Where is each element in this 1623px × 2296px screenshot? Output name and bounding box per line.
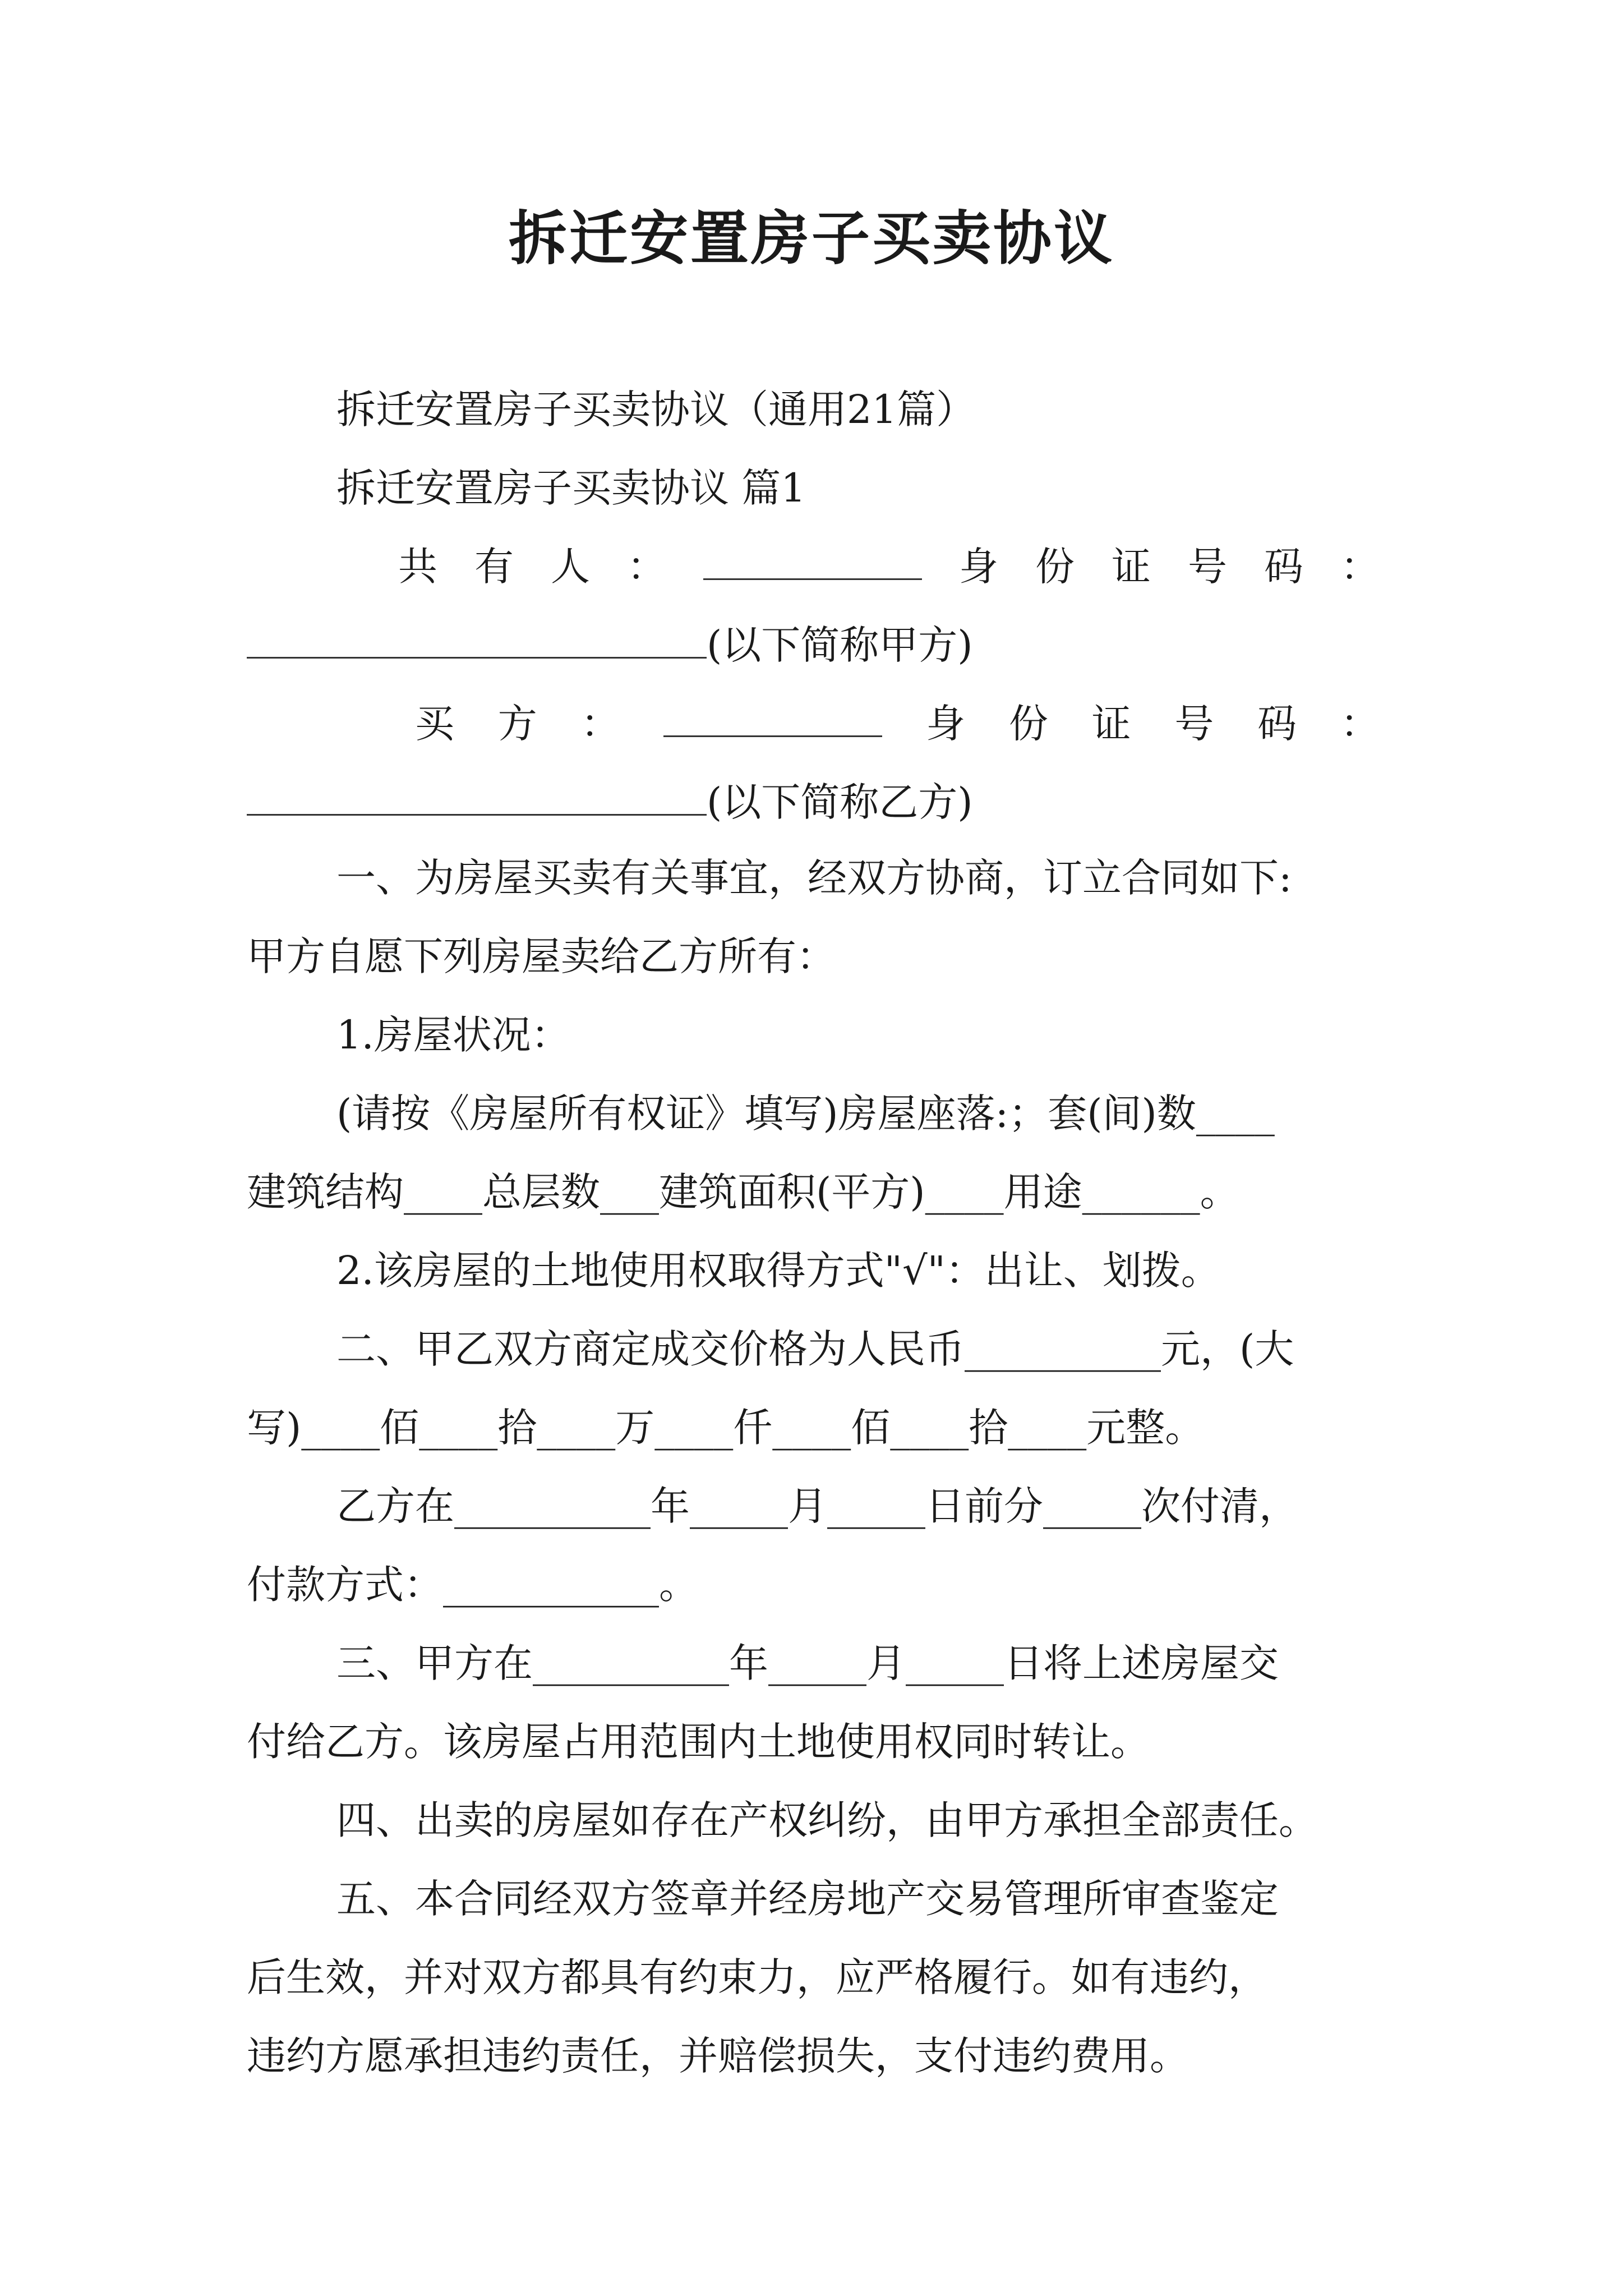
party-b-char: ： bbox=[1340, 701, 1380, 747]
clause-1-1-line-2: 建筑结构____总层数___建筑面积(平方)____用途______。 bbox=[247, 1169, 1239, 1215]
clause-1-2: 2.该房屋的土地使用权取得方式"√"：出让、划拨。 bbox=[336, 1248, 1220, 1294]
party-b-char: 码 bbox=[1257, 701, 1297, 747]
party-a-name-blank bbox=[703, 545, 922, 580]
party-a-char: 号 bbox=[1188, 544, 1227, 590]
party-b-char: 方 bbox=[497, 701, 537, 747]
clause-1-1: 1.房屋状况： bbox=[336, 1012, 570, 1058]
party-a-suffix: (以下简称甲方) bbox=[707, 622, 973, 668]
party-b-char: 号 bbox=[1174, 701, 1214, 747]
party-a-char: ： bbox=[627, 544, 666, 590]
party-a-char: 共 bbox=[398, 544, 437, 590]
party-b-char: 份 bbox=[1008, 701, 1048, 747]
party-a-id-blank bbox=[247, 623, 707, 659]
payment-line-2: 付款方式：___________。 bbox=[247, 1562, 698, 1608]
party-a-char: 有 bbox=[474, 544, 514, 590]
clause-5-line-2: 后生效，并对双方都具有约束力，应严格履行。如有违约， bbox=[247, 1954, 1267, 2000]
section-heading: 拆迁安置房子买卖协议 篇1 bbox=[336, 465, 806, 511]
clause-4: 四、出卖的房屋如存在产权纠纷，由甲方承担全部责任。 bbox=[336, 1797, 1318, 1843]
clause-5-line-1: 五、本合同经双方签章并经房地产交易管理所审查鉴定 bbox=[336, 1876, 1279, 1922]
document-title: 拆迁安置房子买卖协议 bbox=[508, 204, 1114, 273]
party-a-char: 人 bbox=[551, 544, 590, 590]
party-b-char: 买 bbox=[415, 701, 454, 747]
party-b-id-line bbox=[247, 774, 1380, 830]
clause-1-line-1: 一、为房屋买卖有关事宜，经双方协商，订立合同如下: bbox=[336, 855, 1292, 901]
party-a-char: 证 bbox=[1112, 544, 1151, 590]
clause-2-line-1: 二、甲乙双方商定成交价格为人民币__________元，(大 bbox=[336, 1326, 1294, 1372]
party-b-suffix: (以下简称乙方) bbox=[707, 779, 973, 825]
subtitle: 拆迁安置房子买卖协议（通用21篇） bbox=[336, 386, 976, 432]
payment-line-1: 乙方在__________年_____月_____日前分_____次付清， bbox=[336, 1483, 1298, 1529]
party-b-char: 证 bbox=[1091, 701, 1131, 747]
party-a-id-line bbox=[247, 617, 1380, 673]
clause-3-line-1: 三、甲方在__________年_____月_____日将上述房屋交 bbox=[336, 1640, 1279, 1686]
party-a-char: 份 bbox=[1035, 544, 1075, 590]
party-b-char: 身 bbox=[926, 701, 966, 747]
clause-3-line-2: 付给乙方。该房屋占用范围内土地使用权同时转让。 bbox=[247, 1719, 1150, 1765]
clause-5-line-3: 违约方愿承担违约责任，并赔偿损失，支付违约费用。 bbox=[247, 2033, 1189, 2079]
party-b-char: ： bbox=[580, 701, 620, 747]
party-b-line bbox=[247, 696, 1380, 752]
party-a-char: 身 bbox=[959, 544, 998, 590]
party-b-name-blank bbox=[663, 702, 882, 737]
party-b-id-blank bbox=[247, 780, 707, 816]
clause-1-1-line-1: (请按《房屋所有权证》填写)房屋座落:；套(间)数____ bbox=[336, 1091, 1275, 1137]
party-a-char: 码 bbox=[1264, 544, 1303, 590]
clause-2-line-2: 写)____佰____拾____万____仟____佰____拾____元整。 bbox=[247, 1405, 1205, 1451]
party-a-line bbox=[247, 539, 1380, 595]
party-a-char: ： bbox=[1340, 544, 1380, 590]
clause-1-line-2: 甲方自愿下列房屋卖给乙方所有： bbox=[247, 933, 836, 979]
